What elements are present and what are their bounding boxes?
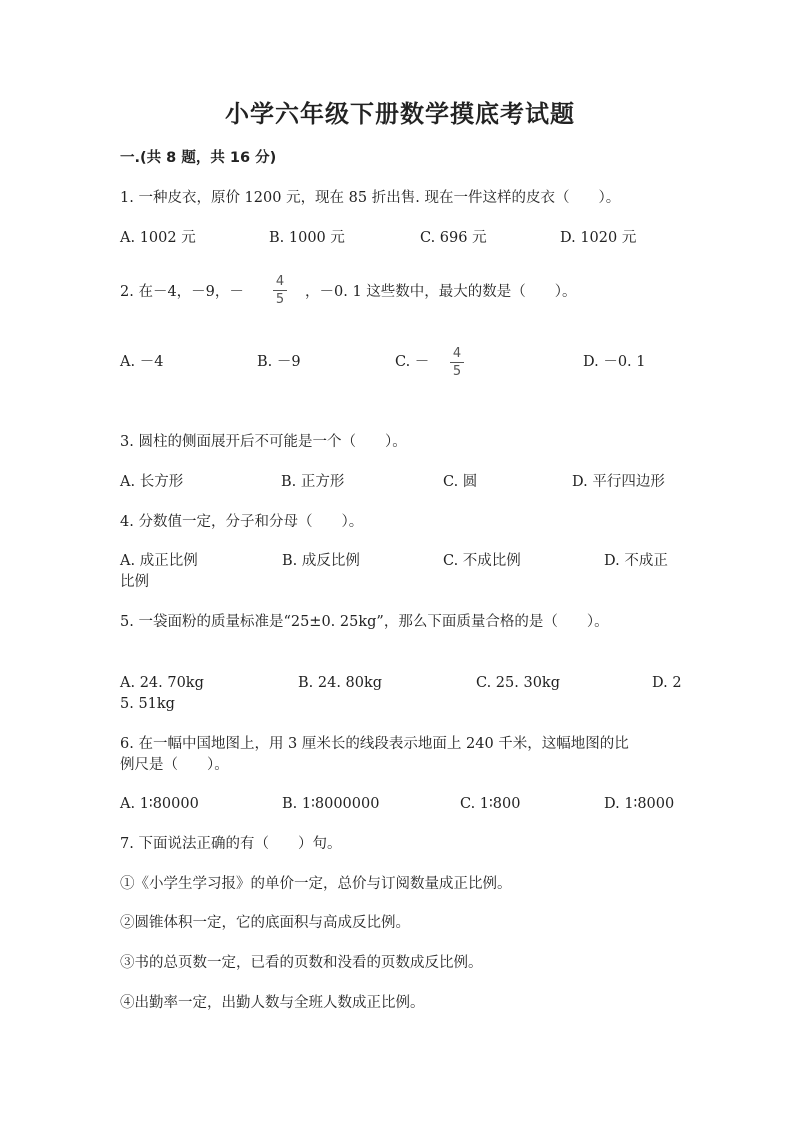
question-2-option-c-fraction — [450, 347, 464, 379]
question-7-statement-1: ①《小学生学习报》的单价一定，总价与订阅数量成正比例。 — [120, 876, 512, 892]
question-4-stem: 4. 分数值一定，分子和分母（ ）。 — [120, 514, 364, 530]
question-2-stem-part-b: ，－0. 1 这些数中，最大的数是（ ）。 — [305, 284, 577, 300]
question-2-option-d[interactable]: D. －0. 1 — [583, 354, 646, 370]
section-heading: 一.(共 8 题，共 16 分) — [120, 150, 277, 166]
question-4-option-b[interactable]: B. 成反比例 — [282, 553, 360, 569]
question-1-option-c[interactable]: C. 696 元 — [420, 230, 487, 246]
question-5-option-c[interactable]: C. 25. 30kg — [476, 675, 560, 691]
question-7-statement-3: ③书的总页数一定，已看的页数和没看的页数成反比例。 — [120, 955, 483, 971]
page-title: 小学六年级下册数学摸底考试题 — [225, 100, 575, 128]
question-6-option-a[interactable]: A. 1∶80000 — [120, 796, 199, 812]
question-3-option-b[interactable]: B. 正方形 — [281, 474, 345, 490]
question-4-option-a[interactable]: A. 成正比例 — [120, 553, 198, 569]
question-6-option-d[interactable]: D. 1∶8000 — [604, 796, 675, 812]
question-2-stem-part-a: 2. 在－4，－9，－ — [120, 284, 244, 300]
question-2-fraction — [273, 275, 287, 307]
fraction-bar — [450, 362, 464, 363]
fraction-bar — [273, 290, 287, 291]
question-2-option-b[interactable]: B. －9 — [257, 354, 301, 370]
question-1-option-d[interactable]: D. 1020 元 — [560, 230, 637, 246]
question-3-option-a[interactable]: A. 长方形 — [120, 474, 184, 490]
question-6-stem-line-1: 6. 在一幅中国地图上，用 3 厘米长的线段表示地面上 240 千米，这幅地图的比 — [120, 736, 629, 752]
fraction-numerator: 4 — [452, 346, 462, 361]
question-1-option-a[interactable]: A. 1002 元 — [120, 230, 196, 246]
question-5-option-d-continuation: 5. 51kg — [120, 696, 175, 712]
question-2-option-a[interactable]: A. －4 — [120, 354, 164, 370]
question-7-statement-2: ②圆锥体积一定，它的底面积与高成反比例。 — [120, 915, 410, 931]
question-4-option-d-continuation: 比例 — [120, 574, 149, 590]
question-5-option-a[interactable]: A. 24. 70kg — [120, 675, 204, 691]
question-7-statement-4: ④出勤率一定，出勤人数与全班人数成正比例。 — [120, 995, 425, 1011]
fraction-numerator: 4 — [275, 274, 285, 289]
question-6-stem-line-2: 例尺是（ ）。 — [120, 757, 229, 773]
question-3-option-d[interactable]: D. 平行四边形 — [572, 474, 665, 490]
question-5-option-b[interactable]: B. 24. 80kg — [298, 675, 383, 691]
fraction-denominator: 5 — [275, 292, 285, 307]
question-2-option-c[interactable]: C. － — [395, 354, 430, 370]
fraction-denominator: 5 — [452, 364, 462, 379]
question-4-option-d[interactable]: D. 不成正 — [604, 553, 668, 569]
question-6-option-b[interactable]: B. 1∶8000000 — [282, 796, 380, 812]
question-5-option-d[interactable]: D. 2 — [652, 675, 682, 691]
question-3-stem: 3. 圆柱的侧面展开后不可能是一个（ ）。 — [120, 434, 407, 450]
question-7-stem: 7. 下面说法正确的有（ ）句。 — [120, 836, 342, 852]
question-6-option-c[interactable]: C. 1∶800 — [460, 796, 521, 812]
question-1-option-b[interactable]: B. 1000 元 — [269, 230, 345, 246]
question-4-option-c[interactable]: C. 不成比例 — [443, 553, 521, 569]
question-1-stem: 1. 一种皮衣，原价 1200 元，现在 85 折出售. 现在一件这样的皮衣（ ）。 — [120, 190, 621, 206]
question-5-stem: 5. 一袋面粉的质量标准是“25±0. 25kg”，那么下面质量合格的是（ ）。 — [120, 614, 609, 630]
question-3-option-c[interactable]: C. 圆 — [443, 474, 478, 490]
